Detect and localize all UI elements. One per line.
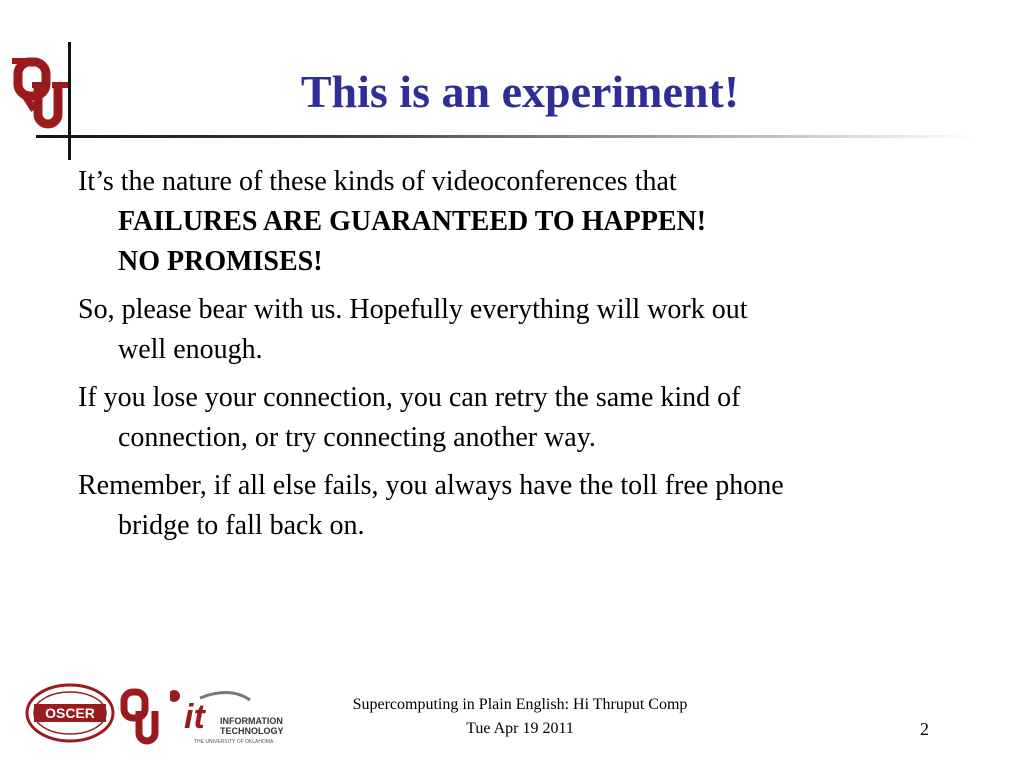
horizontal-rule <box>36 135 976 138</box>
bullet-1 <box>78 162 958 282</box>
bullet-3-continuation: connection, or try connecting another way. <box>118 422 596 453</box>
it-logo <box>170 688 288 744</box>
bullet-3 <box>78 378 958 458</box>
bullet-2 <box>78 290 958 370</box>
slide-title: This is an experiment! <box>300 66 740 117</box>
it-logo-text: it <box>184 698 205 736</box>
ou-small-logo <box>120 687 164 749</box>
bullet-1-text: It’s the nature of these kinds of videoconferences that <box>78 166 677 197</box>
oscer-logo <box>24 682 116 744</box>
bullet-1-emphasis-1: FAILURES ARE GUARANTEED TO HAPPEN! <box>118 206 707 237</box>
bullet-3-text: If you lose your connection, you can retry the same kind of <box>78 382 741 413</box>
ou-logo <box>12 56 70 134</box>
it-logo-line-2: TECHNOLOGY <box>220 726 284 736</box>
bullet-4-text: Remember, if all else fails, you always have the toll free phone <box>78 470 784 501</box>
bullet-2-text: So, please bear with us. Hopefully everything will work out <box>78 294 748 325</box>
it-logo-line-1: INFORMATION <box>220 716 283 726</box>
bullet-4-continuation: bridge to fall back on. <box>118 510 365 541</box>
bullet-1-emphasis-2: NO PROMISES! <box>118 246 323 277</box>
bullet-4 <box>78 466 958 546</box>
slide-body <box>78 162 958 554</box>
bullet-2-continuation: well enough. <box>118 334 263 365</box>
footer-course-title: Supercomputing in Plain English: Hi Thruput Comp <box>352 696 688 713</box>
footer-date: Tue Apr 19 2011 <box>466 720 574 737</box>
vertical-rule <box>68 42 71 160</box>
footer <box>290 693 750 741</box>
it-logo-line-3: THE UNIVERSITY OF OKLAHOMA <box>194 739 274 744</box>
oscer-logo-text: OSCER <box>45 705 95 721</box>
page-number: 2 <box>920 719 929 739</box>
